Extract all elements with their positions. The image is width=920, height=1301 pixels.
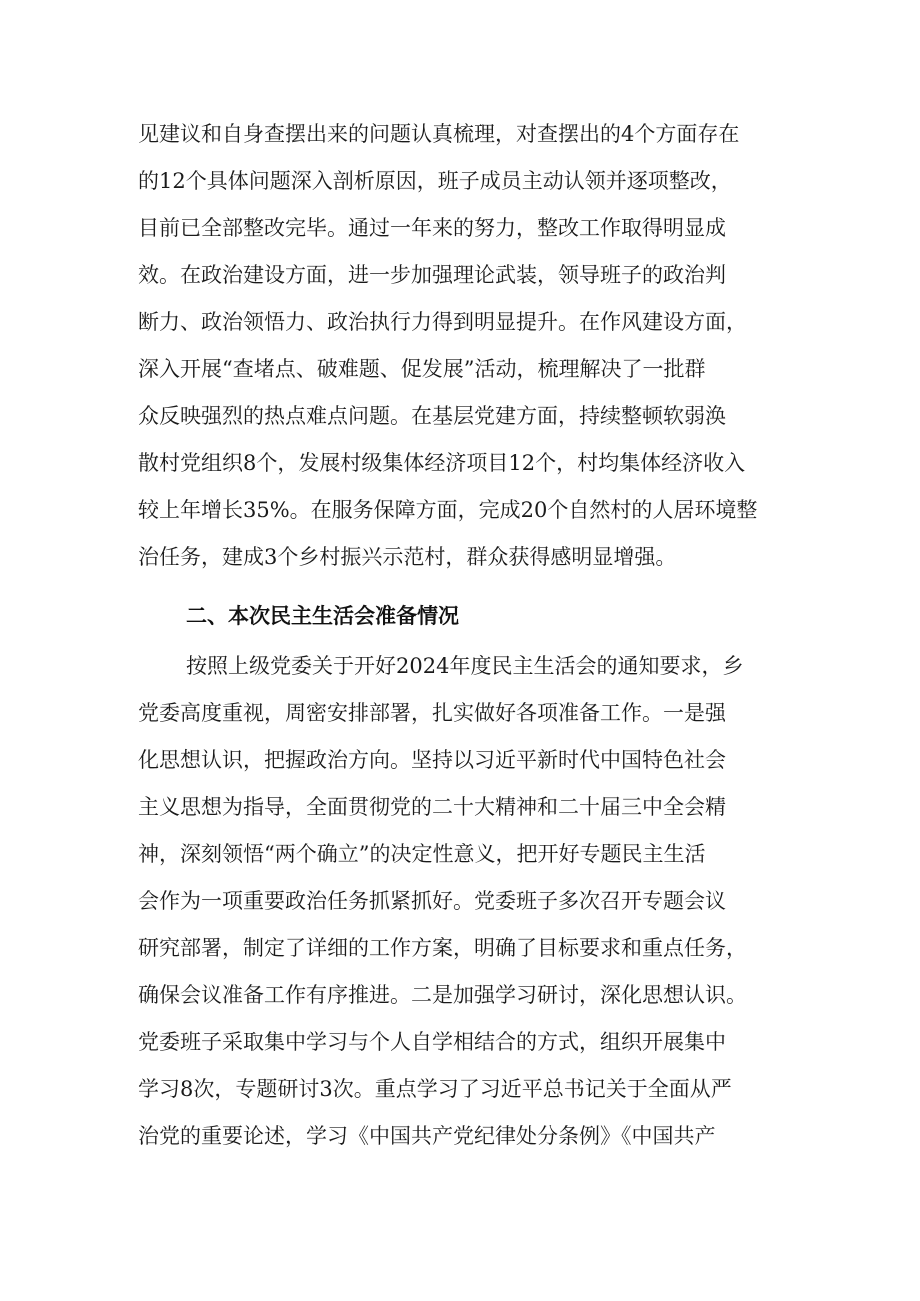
paragraph-1-line: 散村党组织8个，发展村级集体经济项目12个，村均集体经济收入	[138, 451, 746, 475]
paragraph-2-line: 主义思想为指导，全面贯彻党的二十大精神和二十届三中全会精	[138, 795, 726, 819]
paragraph-1-line: 较上年增长35%。在服务保障方面，完成20个自然村的人居环境整	[138, 498, 758, 522]
paragraph-2-line: 党委高度重视，周密安排部署，扎实做好各项准备工作。一是强	[138, 701, 726, 725]
paragraph-1-line: 目前已全部整改完毕。通过一年来的努力，整改工作取得明显成	[138, 216, 726, 240]
paragraph-1-line: 见建议和自身查摆出来的问题认真梳理，对查摆出的4个方面存在	[138, 122, 740, 146]
paragraph-2-line: 确保会议准备工作有序推进。二是加强学习研讨，深化思想认识。	[138, 983, 747, 1007]
paragraph-2-line: 神，深刻领悟“两个确立”的决定性意义，把开好专题民主生活	[138, 842, 706, 866]
paragraph-1-line: 断力、政治领悟力、政治执行力得到明显提升。在作风建设方面，	[138, 310, 747, 334]
paragraph-1-line: 深入开展“查堵点、破难题、促发展”活动，梳理解决了一批群	[138, 357, 706, 381]
paragraph-2-line: 研究部署，制定了详细的工作方案，明确了目标要求和重点任务，	[138, 936, 747, 960]
paragraph-2-line: 学习8次，专题研讨3次。重点学习了习近平总书记关于全面从严	[138, 1077, 732, 1101]
paragraph-2-line: 治党的重要论述，学习《中国共产党纪律处分条例》《中国共产	[138, 1124, 716, 1148]
paragraph-1-line: 效。在政治建设方面，进一步加强理论武装，领导班子的政治判	[138, 263, 726, 287]
paragraph-2-line: 化思想认识，把握政治方向。坚持以习近平新时代中国特色社会	[138, 748, 726, 772]
paragraph-2-line: 按照上级党委关于开好2024年度民主生活会的通知要求，乡	[186, 654, 744, 678]
paragraph-2-line: 党委班子采取集中学习与个人自学相结合的方式，组织开展集中	[138, 1030, 726, 1054]
paragraph-1-line: 众反映强烈的热点难点问题。在基层党建方面，持续整顿软弱涣	[138, 404, 726, 428]
paragraph-1-line: 的12个具体问题深入剖析原因，班子成员主动认领并逐项整改，	[138, 169, 732, 193]
paragraph-1-line: 治任务，建成3个乡村振兴示范村，群众获得感明显增强。	[138, 545, 677, 569]
section-heading: 二、本次民主生活会准备情况	[186, 604, 459, 628]
paragraph-2-line: 会作为一项重要政治任务抓紧抓好。党委班子多次召开专题会议	[138, 889, 726, 913]
